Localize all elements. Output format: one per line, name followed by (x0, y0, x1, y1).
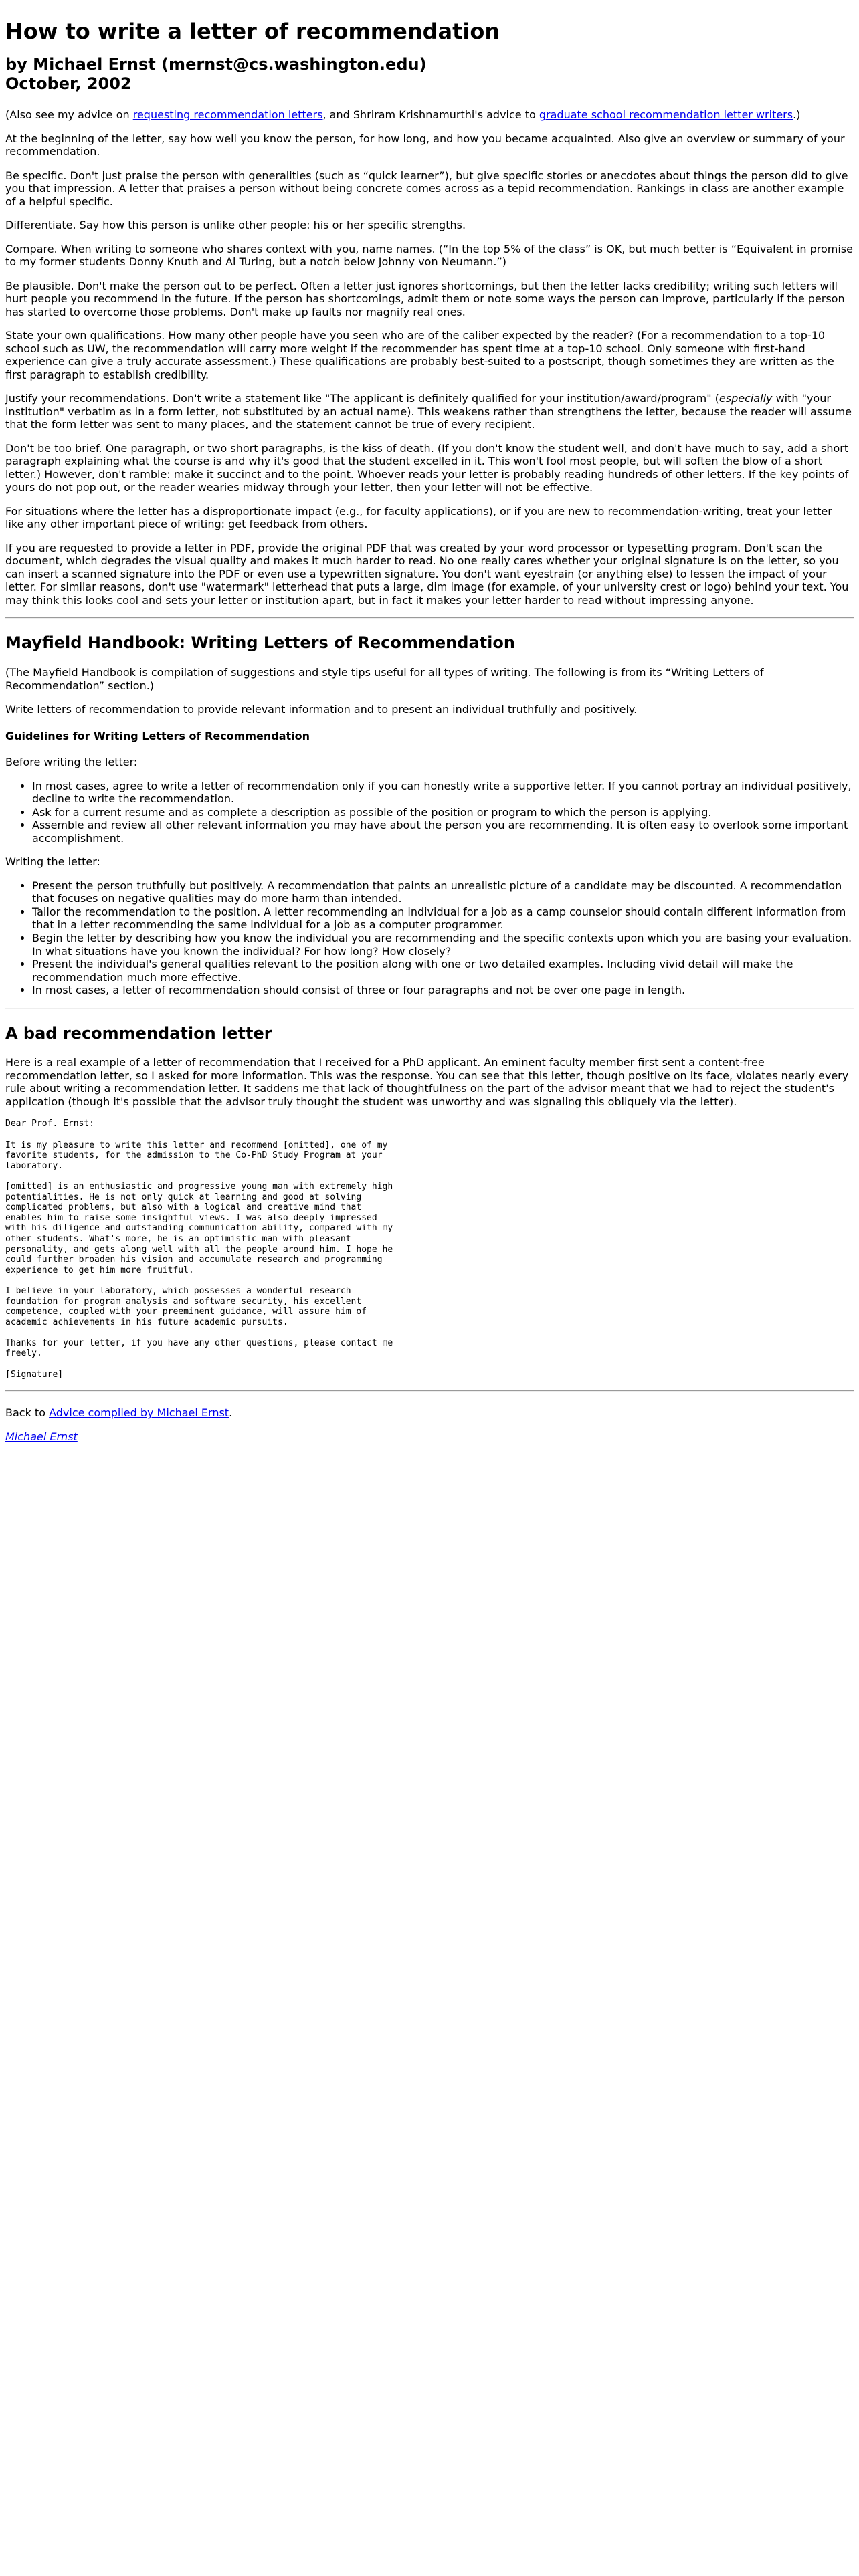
grad-school-advice-link[interactable]: graduate school recommendation letter writers (539, 108, 793, 121)
list-item: • In most cases, a letter of recommendation should consist of three or four paragraphs and not be over one page in length. (32, 984, 854, 997)
byline (5, 55, 854, 94)
bad-letter-text: Dear Prof. Ernst: It is my pleasure to write this letter and recommend [omitted], one of my favorite students, for the admission to the Co-PhD Study Program at your laboratory. [omitted] is an enthusiastic and progressive young man with extremely high potentialities. He is not only quick at learning and good at solving complicated problems, but also with a logical and creative mind that enables him to raise some insightful views. I was also deeply impressed with his diligence and outstanding communication ability, compared with my other students. What's more, he is an optimistic man with pleasant personality, and gets along well with all the people around him. I hope he could further broaden his vision and accumulate research and programming experience to get him more fruitful. I believe in your laboratory, which possesses a wonderful research foundation for program analysis and software security, his excellent competence, coupled with your preeminent guidance, will assure him of academic achievements in his future academic pursuits. Thanks for your letter, if you have any other questions, please contact me freely. [Signature] (5, 1119, 393, 1380)
byline-date: October, 2002 (5, 74, 132, 94)
list-item: • Assemble and review all other relevant information you may have about the person you are recommending. It is often easy to overlook some important accomplishment. (32, 819, 854, 845)
divider (5, 617, 854, 619)
before-writing-list (5, 780, 854, 845)
bad-letter-intro: Here is a real example of a letter of recommendation that I received for a PhD applicant. An eminent faculty member first sent a content-free recommendation letter, so I asked for more information. This was the response. You can see that this letter, though positive on its face, violates nearly every rule about writing a recommendation letter. It saddens me that lack of thoughtfulness on the part of the advisor meant that we had to reject the student's application (though it's possible that the advisor truly thought the student was unworthy and was signaling this obliquely via the letter). (5, 1056, 849, 1108)
list-item: • Begin the letter by describing how you know the individual you are recommending and the specific contexts upon which you are basing your evaluation. In what situations have you known the individual? For how long? How closely? (32, 932, 854, 958)
intro-text-pre: (Also see my advice on (5, 108, 133, 121)
signature-paragraph (5, 1430, 854, 1444)
divider (5, 1008, 854, 1009)
advice-compiled-link[interactable]: Advice compiled by Michael Ernst (49, 1406, 229, 1420)
advice-paragraph-brief: Don't be too brief. One paragraph, or two short paragraphs, is the kiss of death. (If you don't know the student well, and don't have much to say, add a short paragraph explaining what the course is and why it's good that the student excelled in it. This won't fool most people, but will soften the blow of a short letter.) However, don't ramble: make it succinct and to the point. Whoever reads your letter is probably reading hundreds of other letters. If the key points of yours do not pop out, or the reader wearies midway through your letter, then your letter will not be effective. (5, 441, 849, 494)
advice-paragraph-justify (5, 392, 854, 431)
back-text-pre: Back to (5, 1406, 50, 1420)
back-text-post: . (229, 1406, 233, 1420)
justify-emphasis: especially (719, 392, 773, 405)
advice-paragraph-pdf: If you are requested to provide a letter in PDF, provide the original PDF that was created by your word processor or typesetting program. Don't scan the document, which degrades the visual quality and makes it much harder to read. No one really cares whether your original signature is on the letter, so you can insert a scanned signature into the PDF or even use a typewritten signature. You don't want eyestrain (or anything else) to lessen the impact of your letter. For similar reasons, don't use "watermark" letterhead that puts a large, dim image (for example, of your university crest or logo) behind your text. You may think this looks cool and sets your letter or institution apart, but in fact it makes your letter harder to read without impressing anyone. (5, 541, 849, 607)
requesting-letters-link[interactable]: requesting recommendation letters (132, 108, 323, 121)
mayfield-intro: (The Mayfield Handbook is compilation of suggestions and style tips useful for all types of writing. The following is from its “Writing Letters of Recommendation” section.) (5, 666, 764, 692)
bad-letter-heading: A bad recommendation letter (5, 1023, 272, 1043)
list-item: • Present the person truthfully but positively. A recommendation that paints an unrealistic picture of a candidate may be discounted. A recommendation that focuses on negative qualities may do more harm than intended. (32, 879, 854, 905)
before-writing-label: Before writing the letter: (5, 756, 138, 769)
justify-text-post: with "your institution" verbatim as in a form letter, not substituted by an actual name). This weakens rather than strengthens the letter, because the reader will assume that the form letter was sent to many places, and the statement cannot be true of every recipient. (5, 392, 852, 431)
back-link-paragraph (5, 1406, 854, 1420)
advice-paragraph-qualifications: State your own qualifications. How many other people have you seen who are of the caliber expected by the reader? (For a recommendation to a top-10 school such as UW, the recommendation will carry more weight if the recommender has spent time at a top-10 school. Only someone with first-hand experience can give a truly accurate assessment.) These qualifications are probably best-suited to a postscript, though sometimes they are written as the first paragraph to establish credibility. (5, 329, 834, 381)
author-signature-link[interactable]: Michael Ernst (5, 1430, 78, 1443)
list-item: • Present the individual's general qualities relevant to the position along with one or two detailed examples. Including vivid detail will make the recommendation much more effective. (32, 958, 854, 984)
advice-paragraph-plausible: Be plausible. Don't make the person out to be perfect. Often a letter just ignores shortcomings, but then the letter lacks credibility; writing such letters will hurt people you recommend in the future. If the person has shortcomings, admit them or note some ways the person can improve, particularly if the person has started to overcome those problems. Don't make up faults nor magnify real ones. (5, 279, 845, 318)
advice-paragraph-compare: Compare. When writing to someone who shares context with you, name names. (“In the top 5% of the class” is OK, but much better is “Equivalent in promise to my former students Donny Knuth and Al Turing, but a notch below Johnny von Neumann.”) (5, 242, 854, 269)
divider (5, 1390, 854, 1392)
byline-author: by Michael Ernst (mernst@cs.washington.edu) (5, 55, 427, 74)
guidelines-heading: Guidelines for Writing Letters of Recommendation (5, 729, 310, 742)
advice-paragraph-specific: Be specific. Don't just praise the person with generalities (such as “quick learner”), but give specific stories or anecdotes about things the person did to give you that impression. A letter that praises a person without being concrete comes across as a tepid recommendation. Rankings in class are another example of a helpful specific. (5, 169, 848, 208)
list-item: • In most cases, agree to write a letter of recommendation only if you can honestly write a supportive letter. If you cannot portray an individual positively, decline to write the recommendation. (32, 780, 854, 806)
mayfield-purpose: Write letters of recommendation to provide relevant information and to present an individual truthfully and positively. (5, 703, 638, 716)
writing-letter-list (5, 879, 854, 997)
list-item: • Tailor the recommendation to the position. A letter recommending an individual for a job as a camp counselor should contain different information from that in a letter recommending the same individual for a job as a computer programmer. (32, 905, 854, 932)
intro-text-post: .) (793, 108, 801, 121)
advice-paragraph-feedback: For situations where the letter has a disproportionate impact (e.g., for faculty applications), or if you are new to recommendation-writing, treat your letter like any other important piece of writing: get feedback from others. (5, 504, 832, 531)
mayfield-heading: Mayfield Handbook: Writing Letters of Recommendation (5, 633, 515, 653)
list-item: • Ask for a current resume and as complete a description as possible of the position or program to which the person is applying. (32, 806, 854, 819)
page-title: How to write a letter of recommendation (5, 19, 500, 44)
intro-text-mid: , and Shriram Krishnamurthi's advice to (322, 108, 539, 121)
writing-letter-label: Writing the letter: (5, 855, 100, 869)
advice-paragraph-overview: At the beginning of the letter, say how well you know the person, for how long, and how you became acquainted. Also give an overview or summary of your recommendation. (5, 132, 845, 158)
intro-paragraph (5, 108, 854, 122)
justify-text-pre: Justify your recommendations. Don't write a statement like "The applicant is definitely qualified for your institution/award/program" ( (5, 392, 719, 405)
advice-paragraph-differentiate: Differentiate. Say how this person is unlike other people: his or her specific strengths. (5, 219, 466, 232)
